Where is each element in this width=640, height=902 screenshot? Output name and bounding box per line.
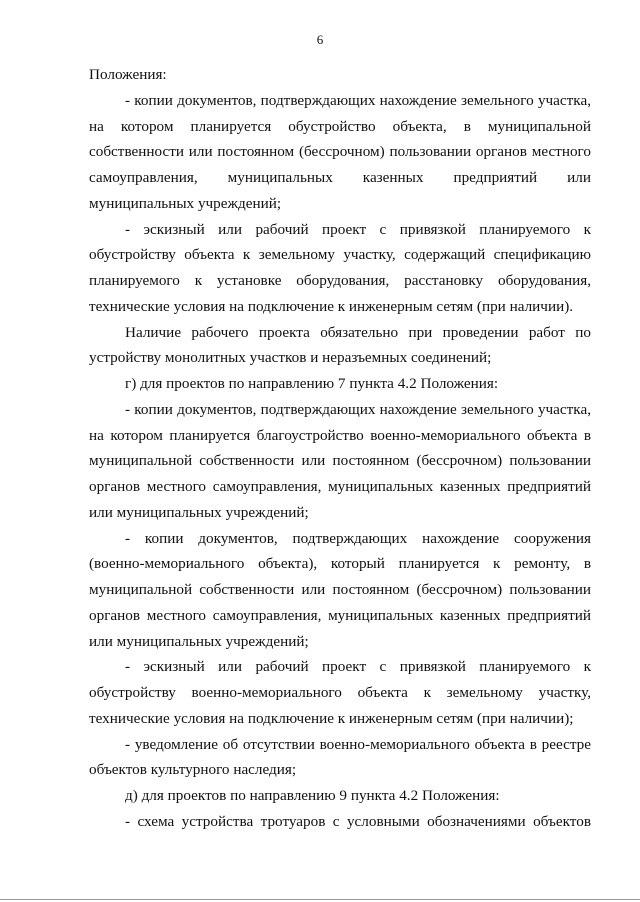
paragraph-memorial-land-documents: - копии документов, подтверждающих нахождение земельного участка, на котором планируется благоустройство военно-мемориального объекта в муниципальной собственности или постоянном (бессрочном) пользовании органов местного самоуправления, муниципальных казенных предприятий или муниципальных учреждений; — [89, 400, 591, 521]
paragraph-heading-g: г) для проектов по направлению 7 пункта 4.2 Положения: — [125, 375, 499, 392]
paragraph-memorial-structure-documents: - копии документов, подтверждающих нахождение сооружения (военно-мемориального объекта), который планируется к ремонту, в муниципальной собственности или постоянном (бессрочном) пользовании органов местного самоуправления, муниципальных казенных предприятий или муниципальных учреждений; — [89, 529, 591, 650]
paragraph-working-project-note: Наличие рабочего проекта обязательно при проведении работ по устройству монолитных участков и неразъемных соединений; — [89, 323, 591, 367]
paragraph-sidewalk-scheme: - схема устройства тротуаров с условными обозначениями объектов — [125, 812, 591, 830]
page-number: 6 — [316, 32, 324, 47]
paragraph-heritage-notice: - уведомление об отсутствии военно-мемориального объекта в реестре объектов культурного наследия; — [89, 735, 591, 779]
document-body — [89, 62, 591, 835]
paragraph-heading-d: д) для проектов по направлению 9 пункта 4.2 Положения: — [125, 787, 500, 804]
paragraph-continuation: Положения: — [89, 66, 167, 83]
paragraph-land-documents: - копии документов, подтверждающих нахождение земельного участка, на котором планируется обустройство объекта, в муниципальной собственности или постоянном (бессрочном) пользовании органов местного самоуправления, муниципальных казенных предприятий или муниципальных учреждений; — [89, 91, 591, 212]
bottom-scan-edge — [0, 899, 640, 900]
paragraph-sketch-project: - эскизный или рабочий проект с привязкой планируемого к обустройству объекта к земельному участку, содержащий спецификацию планируемого к установке оборудования, расстановку оборудования, технические условия на подключение к инженерным сетям (при наличии). — [89, 220, 591, 315]
paragraph-memorial-sketch-project: - эскизный или рабочий проект с привязкой планируемого к обустройству военно-мемориального объекта к земельному участку, технические условия на подключение к инженерным сетям (при наличии); — [89, 658, 591, 727]
